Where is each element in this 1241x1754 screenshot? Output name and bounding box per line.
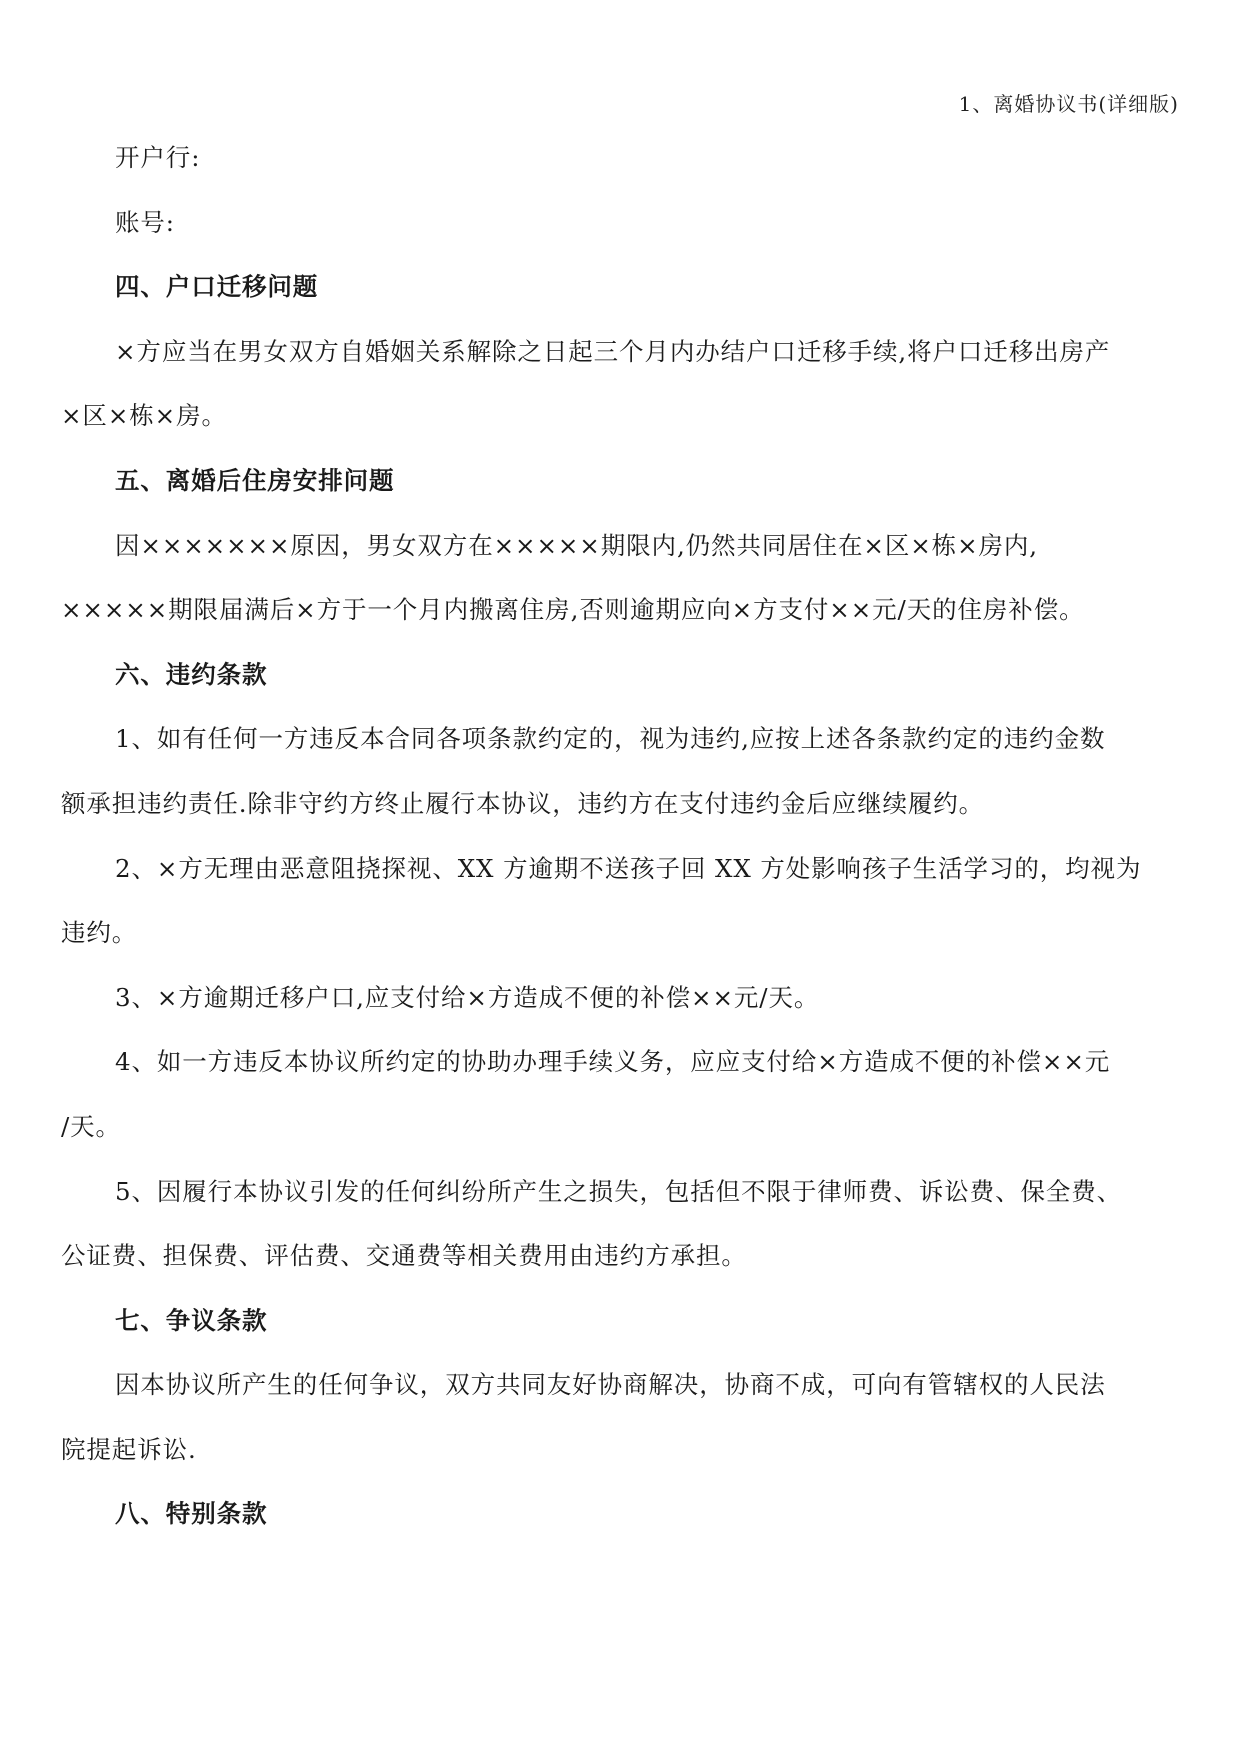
paragraph-line: ×方应当在男女双方自婚姻关系解除之日起三个月内办结户口迁移手续,将户口迁移出房产 (115, 336, 1111, 366)
document-body (61, 126, 1189, 1547)
paragraph-line: 公证费、担保费、评估费、交通费等相关费用由违约方承担。 (61, 1241, 747, 1271)
section-heading-household: 四、户口迁移问题 (115, 272, 319, 302)
paragraph-line: 2、×方无理由恶意阻挠探视、XX 方逾期不送孩子回 XX 方处影响孩子生活学习的，均视为 (115, 853, 1142, 883)
paragraph-line: 4、如一方违反本协议所约定的协助办理手续义务，应应支付给×方造成不便的补偿××元 (115, 1047, 1111, 1077)
section-heading-breach: 六、违约条款 (115, 659, 268, 689)
paragraph-line: 违约。 (61, 918, 138, 948)
paragraph-line: 因×××××××原因，男女双方在×××××期限内,仍然共同居住在×区×栋×房内, (115, 530, 1038, 560)
section-heading-special: 八、特别条款 (115, 1499, 268, 1529)
paragraph-line: 3、×方逾期迁移户口,应支付给×方造成不便的补偿××元/天。 (115, 982, 820, 1012)
paragraph-line: ×区×栋×房。 (61, 401, 227, 431)
bank-label: 开户行: (115, 143, 201, 172)
paragraph-line: ×××××期限届满后×方于一个月内搬离住房,否则逾期应向×方支付××元/天的住房补偿。 (61, 595, 1085, 625)
paragraph-line: /天。 (61, 1111, 121, 1141)
paragraph-line: 院提起诉讼. (61, 1434, 197, 1464)
paragraph-line: 因本协议所产生的任何争议，双方共同友好协商解决，协商不成，可向有管辖权的人民法 (115, 1370, 1106, 1400)
account-label: 账号: (115, 207, 175, 237)
paragraph-line: 5、因履行本协议引发的任何纠纷所产生之损失，包括但不限于律师费、诉讼费、保全费、 (115, 1176, 1123, 1206)
section-heading-housing: 五、离婚后住房安排问题 (115, 465, 395, 495)
paragraph-line: 1、如有任何一方违反本合同各项条款约定的，视为违约,应按上述各条款约定的违约金数 (115, 724, 1106, 754)
paragraph-line: 额承担违约责任.除非守约方终止履行本协议，违约方在支付违约金后应继续履约。 (61, 788, 985, 818)
section-heading-dispute: 七、争议条款 (115, 1305, 268, 1335)
page-header-title: 1、离婚协议书(详细版) (958, 92, 1179, 116)
